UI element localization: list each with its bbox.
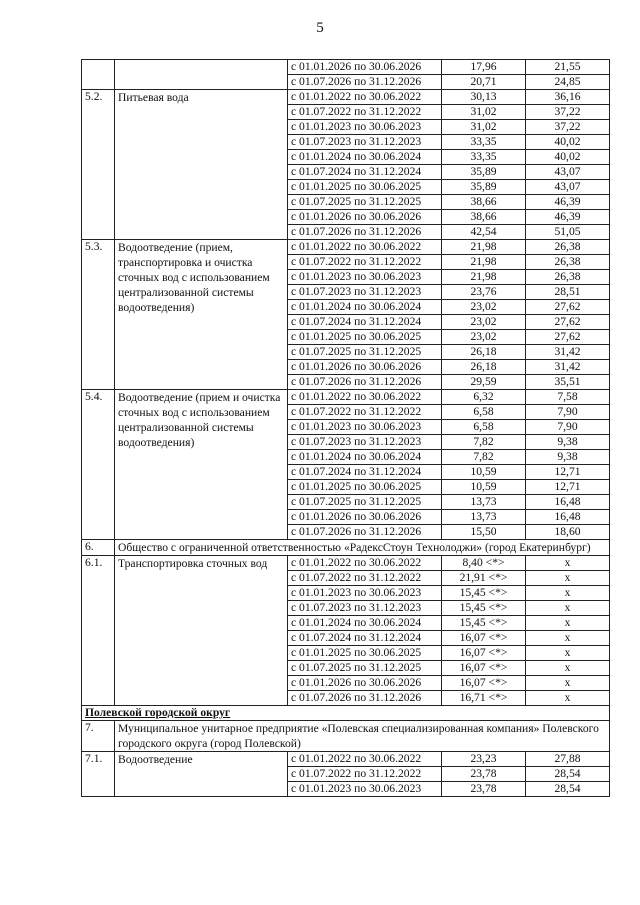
tariff-vat-cell: х — [526, 601, 610, 616]
tariff-cell: 30,13 — [442, 90, 526, 105]
section-row — [82, 706, 610, 721]
period-cell: с 01.01.2023 по 30.06.2023 — [288, 586, 442, 601]
period-cell: с 01.01.2023 по 30.06.2023 — [288, 270, 442, 285]
tariff-cell: 16,71 <*> — [442, 691, 526, 706]
tariff-vat-cell: 26,38 — [526, 240, 610, 255]
tariff-vat-cell: х — [526, 691, 610, 706]
tariff-vat-cell: 28,51 — [526, 285, 610, 300]
item-number: 5.3. — [82, 240, 115, 390]
page-number: 5 — [316, 20, 324, 36]
tariff-vat-cell: 35,51 — [526, 375, 610, 390]
tariff-cell: 8,40 <*> — [442, 556, 526, 571]
period-cell: с 01.07.2026 по 31.12.2026 — [288, 75, 442, 90]
item-number: 5.2. — [82, 90, 115, 240]
table-row — [82, 240, 610, 255]
tariff-cell: 23,02 — [442, 330, 526, 345]
tariff-cell: 23,23 — [442, 752, 526, 767]
tariff-cell: 7,82 — [442, 450, 526, 465]
tariff-cell: 15,50 — [442, 525, 526, 540]
tariff-cell: 42,54 — [442, 225, 526, 240]
period-cell: с 01.01.2023 по 30.06.2023 — [288, 782, 442, 797]
period-cell: с 01.01.2022 по 30.06.2022 — [288, 240, 442, 255]
period-cell: с 01.01.2022 по 30.06.2022 — [288, 90, 442, 105]
tariff-vat-cell: 21,55 — [526, 60, 610, 75]
tariff-vat-cell: х — [526, 646, 610, 661]
period-cell: с 01.01.2022 по 30.06.2022 — [288, 752, 442, 767]
item-number: 6. — [82, 540, 115, 556]
tariff-vat-cell: 31,42 — [526, 345, 610, 360]
item-name: Водоотведение — [115, 752, 288, 797]
organization-row — [82, 540, 610, 556]
item-name — [115, 60, 288, 90]
period-cell: с 01.07.2024 по 31.12.2024 — [288, 165, 442, 180]
period-cell: с 01.01.2026 по 30.06.2026 — [288, 510, 442, 525]
period-cell: с 01.07.2022 по 31.12.2022 — [288, 405, 442, 420]
period-cell: с 01.07.2022 по 31.12.2022 — [288, 255, 442, 270]
tariff-vat-cell: 37,22 — [526, 105, 610, 120]
tariff-cell: 16,07 <*> — [442, 661, 526, 676]
period-cell: с 01.07.2025 по 31.12.2025 — [288, 195, 442, 210]
period-cell: с 01.01.2023 по 30.06.2023 — [288, 120, 442, 135]
tariff-cell: 35,89 — [442, 165, 526, 180]
item-number: 7. — [82, 721, 115, 752]
tariff-cell: 13,73 — [442, 495, 526, 510]
period-cell: с 01.07.2024 по 31.12.2024 — [288, 315, 442, 330]
tariff-vat-cell: х — [526, 556, 610, 571]
item-name: Водоотведение (прием и очистка сточных вод с использованием централизованной системы водоотведения) — [115, 390, 288, 540]
organization-name: Муниципальное унитарное предприятие «Полевская специализированная компания» Полевского городского округа (город Полевской) — [115, 721, 610, 752]
tariff-cell: 10,59 — [442, 480, 526, 495]
period-cell: с 01.01.2022 по 30.06.2022 — [288, 556, 442, 571]
period-cell: с 01.01.2022 по 30.06.2022 — [288, 390, 442, 405]
tariff-cell: 35,89 — [442, 180, 526, 195]
item-number: 7.1. — [82, 752, 115, 797]
period-cell: с 01.07.2026 по 31.12.2026 — [288, 691, 442, 706]
tariff-vat-cell: 7,90 — [526, 420, 610, 435]
table-row — [82, 556, 610, 571]
period-cell: с 01.01.2026 по 30.06.2026 — [288, 210, 442, 225]
tariff-cell: 10,59 — [442, 465, 526, 480]
period-cell: с 01.07.2022 по 31.12.2022 — [288, 105, 442, 120]
tariff-cell: 23,02 — [442, 315, 526, 330]
period-cell: с 01.07.2023 по 31.12.2023 — [288, 601, 442, 616]
item-name: Транспортировка сточных вод — [115, 556, 288, 706]
table-row — [82, 60, 610, 75]
period-cell: с 01.07.2025 по 31.12.2025 — [288, 495, 442, 510]
tariff-vat-cell: 16,48 — [526, 495, 610, 510]
tariff-cell: 29,59 — [442, 375, 526, 390]
table-row — [82, 390, 610, 405]
tariff-cell: 17,96 — [442, 60, 526, 75]
tariff-table — [81, 59, 610, 797]
period-cell: с 01.01.2025 по 30.06.2025 — [288, 646, 442, 661]
period-cell: с 01.01.2025 по 30.06.2025 — [288, 330, 442, 345]
tariff-vat-cell: 9,38 — [526, 435, 610, 450]
tariff-cell: 23,78 — [442, 767, 526, 782]
period-cell: с 01.07.2026 по 31.12.2026 — [288, 375, 442, 390]
tariff-cell: 31,02 — [442, 105, 526, 120]
tariff-cell: 16,07 <*> — [442, 646, 526, 661]
tariff-vat-cell: х — [526, 661, 610, 676]
tariff-vat-cell: 46,39 — [526, 210, 610, 225]
period-cell: с 01.07.2024 по 31.12.2024 — [288, 631, 442, 646]
period-cell: с 01.07.2023 по 31.12.2023 — [288, 135, 442, 150]
tariff-vat-cell: 31,42 — [526, 360, 610, 375]
period-cell: с 01.01.2024 по 30.06.2024 — [288, 300, 442, 315]
organization-name: Общество с ограниченной ответственностью «РадексСтоун Технолоджи» (город Екатеринбург) — [115, 540, 610, 556]
tariff-cell: 23,78 — [442, 782, 526, 797]
tariff-vat-cell: 46,39 — [526, 195, 610, 210]
period-cell: с 01.01.2026 по 30.06.2026 — [288, 60, 442, 75]
tariff-vat-cell: 7,90 — [526, 405, 610, 420]
tariff-cell: 6,58 — [442, 405, 526, 420]
tariff-cell: 7,82 — [442, 435, 526, 450]
period-cell: с 01.01.2024 по 30.06.2024 — [288, 150, 442, 165]
tariff-vat-cell: 40,02 — [526, 150, 610, 165]
period-cell: с 01.01.2026 по 30.06.2026 — [288, 360, 442, 375]
tariff-cell: 38,66 — [442, 210, 526, 225]
table-row — [82, 90, 610, 105]
organization-row — [82, 721, 610, 752]
item-number: 6.1. — [82, 556, 115, 706]
tariff-cell: 15,45 <*> — [442, 586, 526, 601]
period-cell: с 01.01.2025 по 30.06.2025 — [288, 180, 442, 195]
item-number — [82, 60, 115, 90]
period-cell: с 01.07.2026 по 31.12.2026 — [288, 225, 442, 240]
tariff-vat-cell: 36,16 — [526, 90, 610, 105]
period-cell: с 01.07.2025 по 31.12.2025 — [288, 345, 442, 360]
tariff-vat-cell: 28,54 — [526, 782, 610, 797]
tariff-vat-cell: 37,22 — [526, 120, 610, 135]
tariff-vat-cell: 40,02 — [526, 135, 610, 150]
tariff-cell: 20,71 — [442, 75, 526, 90]
tariff-cell: 21,98 — [442, 270, 526, 285]
period-cell: с 01.07.2026 по 31.12.2026 — [288, 525, 442, 540]
tariff-vat-cell: 27,62 — [526, 330, 610, 345]
section-title: Полевской городской округ — [82, 706, 610, 721]
tariff-cell: 16,07 <*> — [442, 676, 526, 691]
tariff-cell: 6,58 — [442, 420, 526, 435]
tariff-vat-cell: 27,88 — [526, 752, 610, 767]
period-cell: с 01.07.2023 по 31.12.2023 — [288, 435, 442, 450]
item-name: Питьевая вода — [115, 90, 288, 240]
tariff-vat-cell: 43,07 — [526, 165, 610, 180]
tariff-cell: 15,45 <*> — [442, 616, 526, 631]
tariff-vat-cell: 26,38 — [526, 270, 610, 285]
item-number: 5.4. — [82, 390, 115, 540]
tariff-cell: 23,76 — [442, 285, 526, 300]
period-cell: с 01.01.2023 по 30.06.2023 — [288, 420, 442, 435]
tariff-vat-cell: 27,62 — [526, 300, 610, 315]
tariff-vat-cell: 12,71 — [526, 465, 610, 480]
tariff-vat-cell: 24,85 — [526, 75, 610, 90]
period-cell: с 01.07.2022 по 31.12.2022 — [288, 571, 442, 586]
tariff-cell: 21,91 <*> — [442, 571, 526, 586]
tariff-cell: 21,98 — [442, 240, 526, 255]
period-cell: с 01.01.2024 по 30.06.2024 — [288, 450, 442, 465]
tariff-cell: 33,35 — [442, 150, 526, 165]
tariff-cell: 31,02 — [442, 120, 526, 135]
tariff-cell: 21,98 — [442, 255, 526, 270]
tariff-cell: 26,18 — [442, 360, 526, 375]
period-cell: с 01.07.2025 по 31.12.2025 — [288, 661, 442, 676]
tariff-vat-cell: х — [526, 586, 610, 601]
tariff-vat-cell: 9,38 — [526, 450, 610, 465]
tariff-vat-cell: 16,48 — [526, 510, 610, 525]
tariff-vat-cell: х — [526, 571, 610, 586]
tariff-vat-cell: х — [526, 616, 610, 631]
item-name: Водоотведение (прием, транспортировка и очистка сточных вод с использованием централизованной системы водоотведения) — [115, 240, 288, 390]
tariff-vat-cell: 43,07 — [526, 180, 610, 195]
period-cell: с 01.01.2025 по 30.06.2025 — [288, 480, 442, 495]
period-cell: с 01.01.2026 по 30.06.2026 — [288, 676, 442, 691]
tariff-vat-cell: 27,62 — [526, 315, 610, 330]
tariff-vat-cell: 18,60 — [526, 525, 610, 540]
tariff-vat-cell: 12,71 — [526, 480, 610, 495]
period-cell: с 01.07.2023 по 31.12.2023 — [288, 285, 442, 300]
tariff-cell: 23,02 — [442, 300, 526, 315]
tariff-vat-cell: х — [526, 631, 610, 646]
period-cell: с 01.01.2024 по 30.06.2024 — [288, 616, 442, 631]
tariff-cell: 38,66 — [442, 195, 526, 210]
tariff-cell: 6,32 — [442, 390, 526, 405]
table-row — [82, 752, 610, 767]
tariff-cell: 16,07 <*> — [442, 631, 526, 646]
tariff-vat-cell: 26,38 — [526, 255, 610, 270]
tariff-vat-cell: х — [526, 676, 610, 691]
tariff-vat-cell: 7,58 — [526, 390, 610, 405]
tariff-cell: 26,18 — [442, 345, 526, 360]
period-cell: с 01.07.2024 по 31.12.2024 — [288, 465, 442, 480]
period-cell: с 01.07.2022 по 31.12.2022 — [288, 767, 442, 782]
tariff-vat-cell: 51,05 — [526, 225, 610, 240]
tariff-cell: 15,45 <*> — [442, 601, 526, 616]
tariff-cell: 33,35 — [442, 135, 526, 150]
tariff-vat-cell: 28,54 — [526, 767, 610, 782]
tariff-cell: 13,73 — [442, 510, 526, 525]
